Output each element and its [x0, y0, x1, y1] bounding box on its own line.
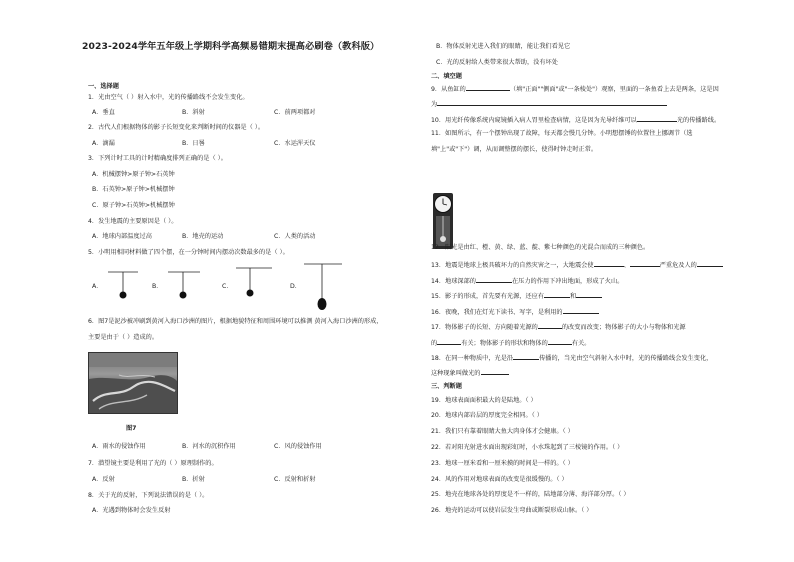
q15-text: 15．影子的形成，首先要有光源，还应有 [431, 293, 545, 300]
question-1: 1．光由空气（ ）射入水中，光的传播路线不会发生变化。 [88, 94, 249, 101]
question-3: 3．下列计时工具的计时精确度排列正确的是（ ）。 [88, 155, 227, 162]
q1-option-b[interactable]: B．斜射 [182, 109, 205, 116]
q14-blank[interactable] [476, 276, 512, 283]
question-17-cont [431, 338, 590, 348]
q7-option-c[interactable]: C．反射和折射 [274, 476, 316, 483]
q9-blank-1[interactable] [466, 84, 510, 91]
q1-option-a[interactable]: A．垂直 [92, 109, 115, 116]
q17-text-b: 的改变而改变；物体影子的大小与物体和光源 [561, 324, 686, 331]
q3-option-b[interactable]: B．石英钟>原子钟>机械摆钟 [92, 186, 175, 193]
pendulum-a-figure [106, 270, 140, 304]
question-24: 24．风的作用对地球表面的改变是很缓慢的。（ ） [431, 476, 568, 483]
question-25: 25．地壳在地球各处的厚度是不一样的，陆地部分薄、海洋部分厚。（ ） [431, 491, 630, 498]
q9-text-b: （填"正面""侧面"或"一条棱处"）观察，里面的一条鱼看上去是两条，这是因 [509, 86, 719, 93]
q5-option-d[interactable]: D． [290, 283, 301, 290]
question-11-cont: 填"上"或"下"）调，从而调整摆的摆长，使得时钟走时正常。 [431, 146, 598, 153]
question-16 [431, 307, 599, 317]
yellow-river-delta-photo [88, 352, 178, 414]
q17-text: 17．物体影子的长短、方向随着光源的 [431, 324, 538, 331]
q17-text-d: 有关；物体影子的形状和物体的 [461, 340, 548, 347]
q13-blank-2[interactable] [630, 260, 660, 267]
q16-text: 16．夜晚，我们在灯光下读书、写字，是利用的 [431, 309, 563, 316]
page-title: 2023-2024学年五年级上学期科学高频易错期末提高必刷卷（教科版） [82, 41, 380, 52]
q13-blank-3[interactable] [697, 260, 723, 267]
q2-option-c[interactable]: C．水运浑天仪 [274, 140, 316, 147]
q5-option-a[interactable]: A． [92, 283, 103, 290]
q8-option-a[interactable]: A．光遇到物体时会发生反射 [92, 507, 171, 514]
q18-blank-2[interactable] [481, 368, 509, 375]
q14-text-b: 在压力的作用下冲出地面，形成了火山。 [512, 278, 624, 285]
q8-option-b[interactable]: B．物体反射光进入我们的眼睛，能让我们看见它 [436, 43, 571, 50]
q16-blank[interactable] [563, 307, 599, 314]
q18-text-b: 传播的，当光由空气斜射入水中时，光的传播路线会发生变化， [539, 355, 713, 362]
section-choice: 一、选择题 [88, 83, 119, 90]
question-2: 2．古代人们根据物体的影子长短变化来判断时间的仪器是（ ）。 [88, 124, 265, 131]
question-9 [431, 84, 719, 94]
question-17 [431, 322, 686, 332]
q6-option-c[interactable]: C．风的侵蚀作用 [274, 443, 322, 450]
question-6-cont: 主要是由于（ ）造成的。 [88, 334, 159, 341]
q13-blank-1[interactable] [594, 260, 624, 267]
figure-caption: 图7 [126, 425, 137, 432]
q1-option-c[interactable]: C．前两项都对 [274, 109, 316, 116]
question-10 [431, 115, 720, 125]
q4-option-b[interactable]: B．地壳的运动 [182, 233, 224, 240]
q15-blank-1[interactable] [544, 291, 570, 298]
question-5: 5．小明用相同材料做了四个摆，在一分钟时间内摆动次数最多的是（ ）。 [88, 249, 289, 256]
question-22: 22．若对阳光射进水面出现彩虹时，小水珠起到了三棱镜的作用。（ ） [431, 444, 624, 451]
question-14 [431, 276, 623, 286]
q17-text-e: 有关。 [571, 340, 591, 347]
q18-text: 18．在同一种物质中，光是沿 [431, 355, 514, 362]
q15-blank-2[interactable] [576, 291, 602, 298]
q18-blank-1[interactable] [513, 353, 539, 360]
section-fill: 二、填空题 [431, 73, 462, 80]
q18-text-c: 这种现象叫做光的 [431, 370, 481, 377]
question-11: 11．如图所示，有一个摆钟出现了故障，每天都会慢几分钟。小明想摆锤的位置往上挪调节（选 [431, 130, 693, 137]
question-19: 19．地球表面面积最大的是陆地。（ ） [431, 397, 537, 404]
q17-text-c: 的 [431, 340, 438, 347]
q5-option-b[interactable]: B． [152, 283, 163, 290]
q4-option-a[interactable]: A．地球内部温度过高 [92, 233, 152, 240]
question-4: 4．发生地震的主要原因是（ ）。 [88, 218, 178, 225]
q3-option-a[interactable]: A．机械摆钟>原子钟>石英钟 [92, 171, 175, 178]
q13-text: 13．地震是地球上极具破坏力的自然灾害之一，大地震会使 [431, 262, 594, 269]
question-9-cont [431, 99, 667, 109]
question-20: 20．地球内部岩层的厚度完全相同。（ ） [431, 412, 543, 419]
question-13: 13．地震是地球上极具破坏力的自然灾害之一，大地震会使 、 严重危及人的 [431, 260, 723, 270]
q9-text-c: 为 [431, 101, 438, 108]
q9-blank-2[interactable] [437, 99, 667, 106]
pendulum-clock-figure [431, 191, 455, 251]
q7-option-a[interactable]: A．反射 [92, 476, 115, 483]
q17-blank-2[interactable] [437, 338, 461, 345]
question-8: 8．关于光的反射，下列说法错误的是（ ）。 [88, 492, 209, 499]
pendulum-c-figure [234, 266, 274, 302]
q10-text-b: 光的传播路线。 [676, 117, 721, 124]
q10-text: 10．用光纤传像系统内窥镜插入病人胃里检查病情，这是因为光导纤维可以 [431, 117, 637, 124]
q17-blank-3[interactable] [548, 338, 572, 345]
question-7: 7．潜望镜主要是利用了光的（ ）原理制作的。 [88, 460, 218, 467]
question-15 [431, 291, 602, 301]
q8-option-c[interactable]: C．光的反射给人类带来很大帮助，没有坏处 [436, 59, 558, 66]
q15-text-b: 和 [570, 293, 577, 300]
q9-text-a: 9．从鱼缸的 [431, 86, 466, 93]
question-12: 12．阳光是由红、橙、黄、绿、蓝、靛、紫七种颜色的光混合而成的三种颜色。 [431, 244, 650, 251]
q6-option-b[interactable]: B．河水的沉积作用 [182, 443, 236, 450]
question-18 [431, 353, 712, 363]
q14-text: 14．地球深部的 [431, 278, 476, 285]
question-26: 26．地壳的运动可以使岩层发生弯曲或断裂形成山脉。（ ） [431, 507, 593, 514]
q2-option-a[interactable]: A．滴漏 [92, 140, 115, 147]
q3-option-c[interactable]: C．原子钟>石英钟>机械摆钟 [92, 202, 175, 209]
q13-text-b: 严重危及人的 [659, 262, 697, 269]
section-judge: 三、判断题 [431, 383, 462, 390]
question-18-cont [431, 368, 509, 378]
q6-option-a[interactable]: A．雨水的侵蚀作用 [92, 443, 146, 450]
question-6: 6．图7是泥沙被冲刷到黄河入海口沙洲的图片，根据地貌特征和周围环境可以推测 黄河入海口沙洲的形成， [88, 318, 383, 325]
q10-blank[interactable] [637, 115, 677, 122]
q5-option-c[interactable]: C． [222, 283, 233, 290]
question-21: 21．我们只有靠着眼睛大鱼大肉身体才会健康。（ ） [431, 428, 574, 435]
q17-blank-1[interactable] [538, 322, 562, 329]
q4-option-c[interactable]: C．人类的活动 [274, 233, 316, 240]
pendulum-d-figure [302, 262, 344, 312]
question-23: 23．地球一厘米看和一厘米摸的时间是一样的。（ ） [431, 460, 574, 467]
q2-option-b[interactable]: B．日晷 [182, 140, 205, 147]
q7-option-b[interactable]: B．折射 [182, 476, 205, 483]
pendulum-b-figure [166, 270, 202, 304]
